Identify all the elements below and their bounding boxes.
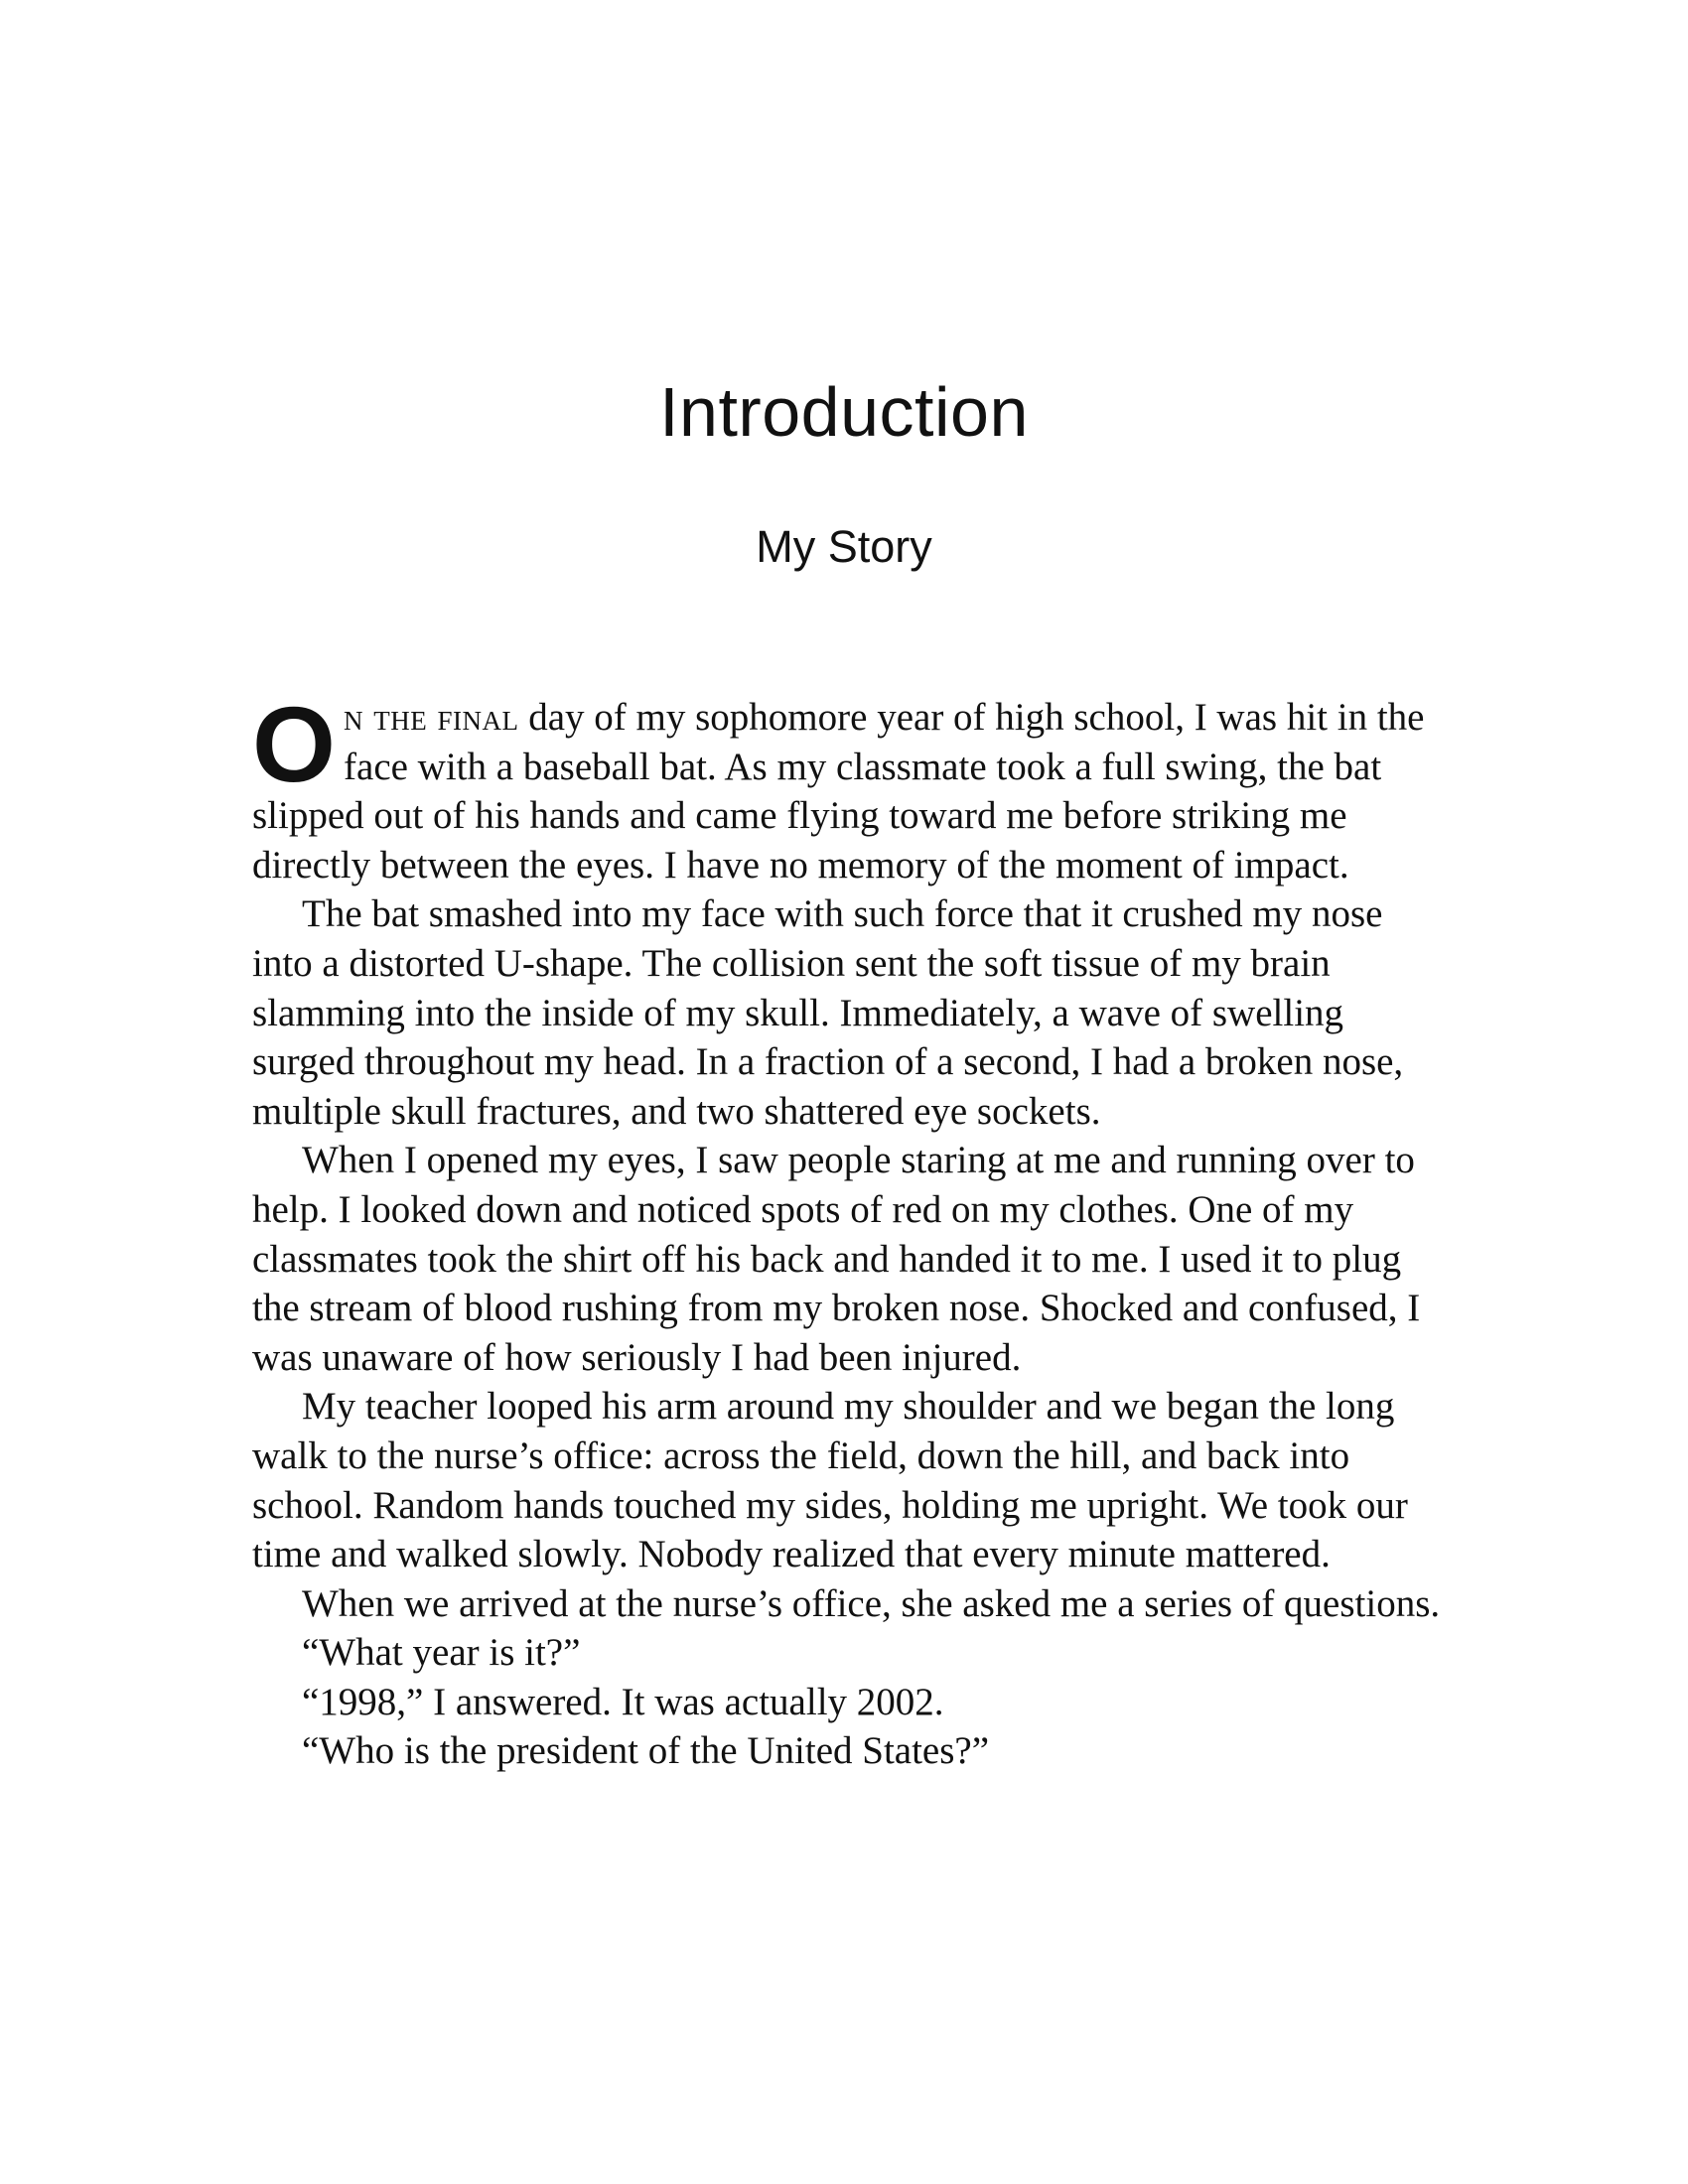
lead-in-small-caps: n the final: [344, 696, 519, 739]
paragraph-6: “What year is it?”: [302, 1631, 581, 1675]
paragraph-3: When I opened my eyes, I saw people staring at me and running over to help. I looked down and noticed spots of red on my clothes. One of my classmates took the shirt off his back and handed it to me. I used it to plug the stream of blood rushing from my broken nose. Shocked and confused, I was unaware of how seriously I had been injured.: [252, 1139, 1421, 1379]
chapter-subtitle: My Story: [756, 521, 932, 572]
paragraph-5: When we arrived at the nurse’s office, she asked me a series of questions.: [302, 1581, 1441, 1625]
chapter-title: Introduction: [659, 373, 1029, 451]
chapter-body: [252, 684, 1444, 1776]
paragraph-4: My teacher looped his arm around my shoulder and we began the long walk to the nurse’s office: across the field, down the hill, and back into school. Random hands touched my sides, holding me upright. We took our time and walked slowly. Nobody realized that every minute mattered.: [252, 1385, 1408, 1576]
paragraph-2: The bat smashed into my face with such force that it crushed my nose into a distorted U-shape. The collision sent the soft tissue of my brain slamming into the inside of my skull. Immediately, a wave of swelling surged throughout my head. In a fraction of a second, I had a broken nose, multiple skull fractures, and two shattered eye sockets.: [252, 892, 1404, 1133]
paragraph-8: “Who is the president of the United States?”: [302, 1729, 990, 1773]
paragraph-7: “1998,” I answered. It was actually 2002.: [302, 1680, 944, 1723]
drop-cap: O: [252, 684, 337, 804]
paragraph-1-text: day of my sophomore year of high school, I was hit in the face with a baseball bat. As my classmate took a full swing, the bat slipped out of his hands and came flying toward me before striking me directly between the eyes. I have no memory of the moment of impact.: [252, 696, 1425, 887]
paragraph-1: [252, 684, 1444, 889]
